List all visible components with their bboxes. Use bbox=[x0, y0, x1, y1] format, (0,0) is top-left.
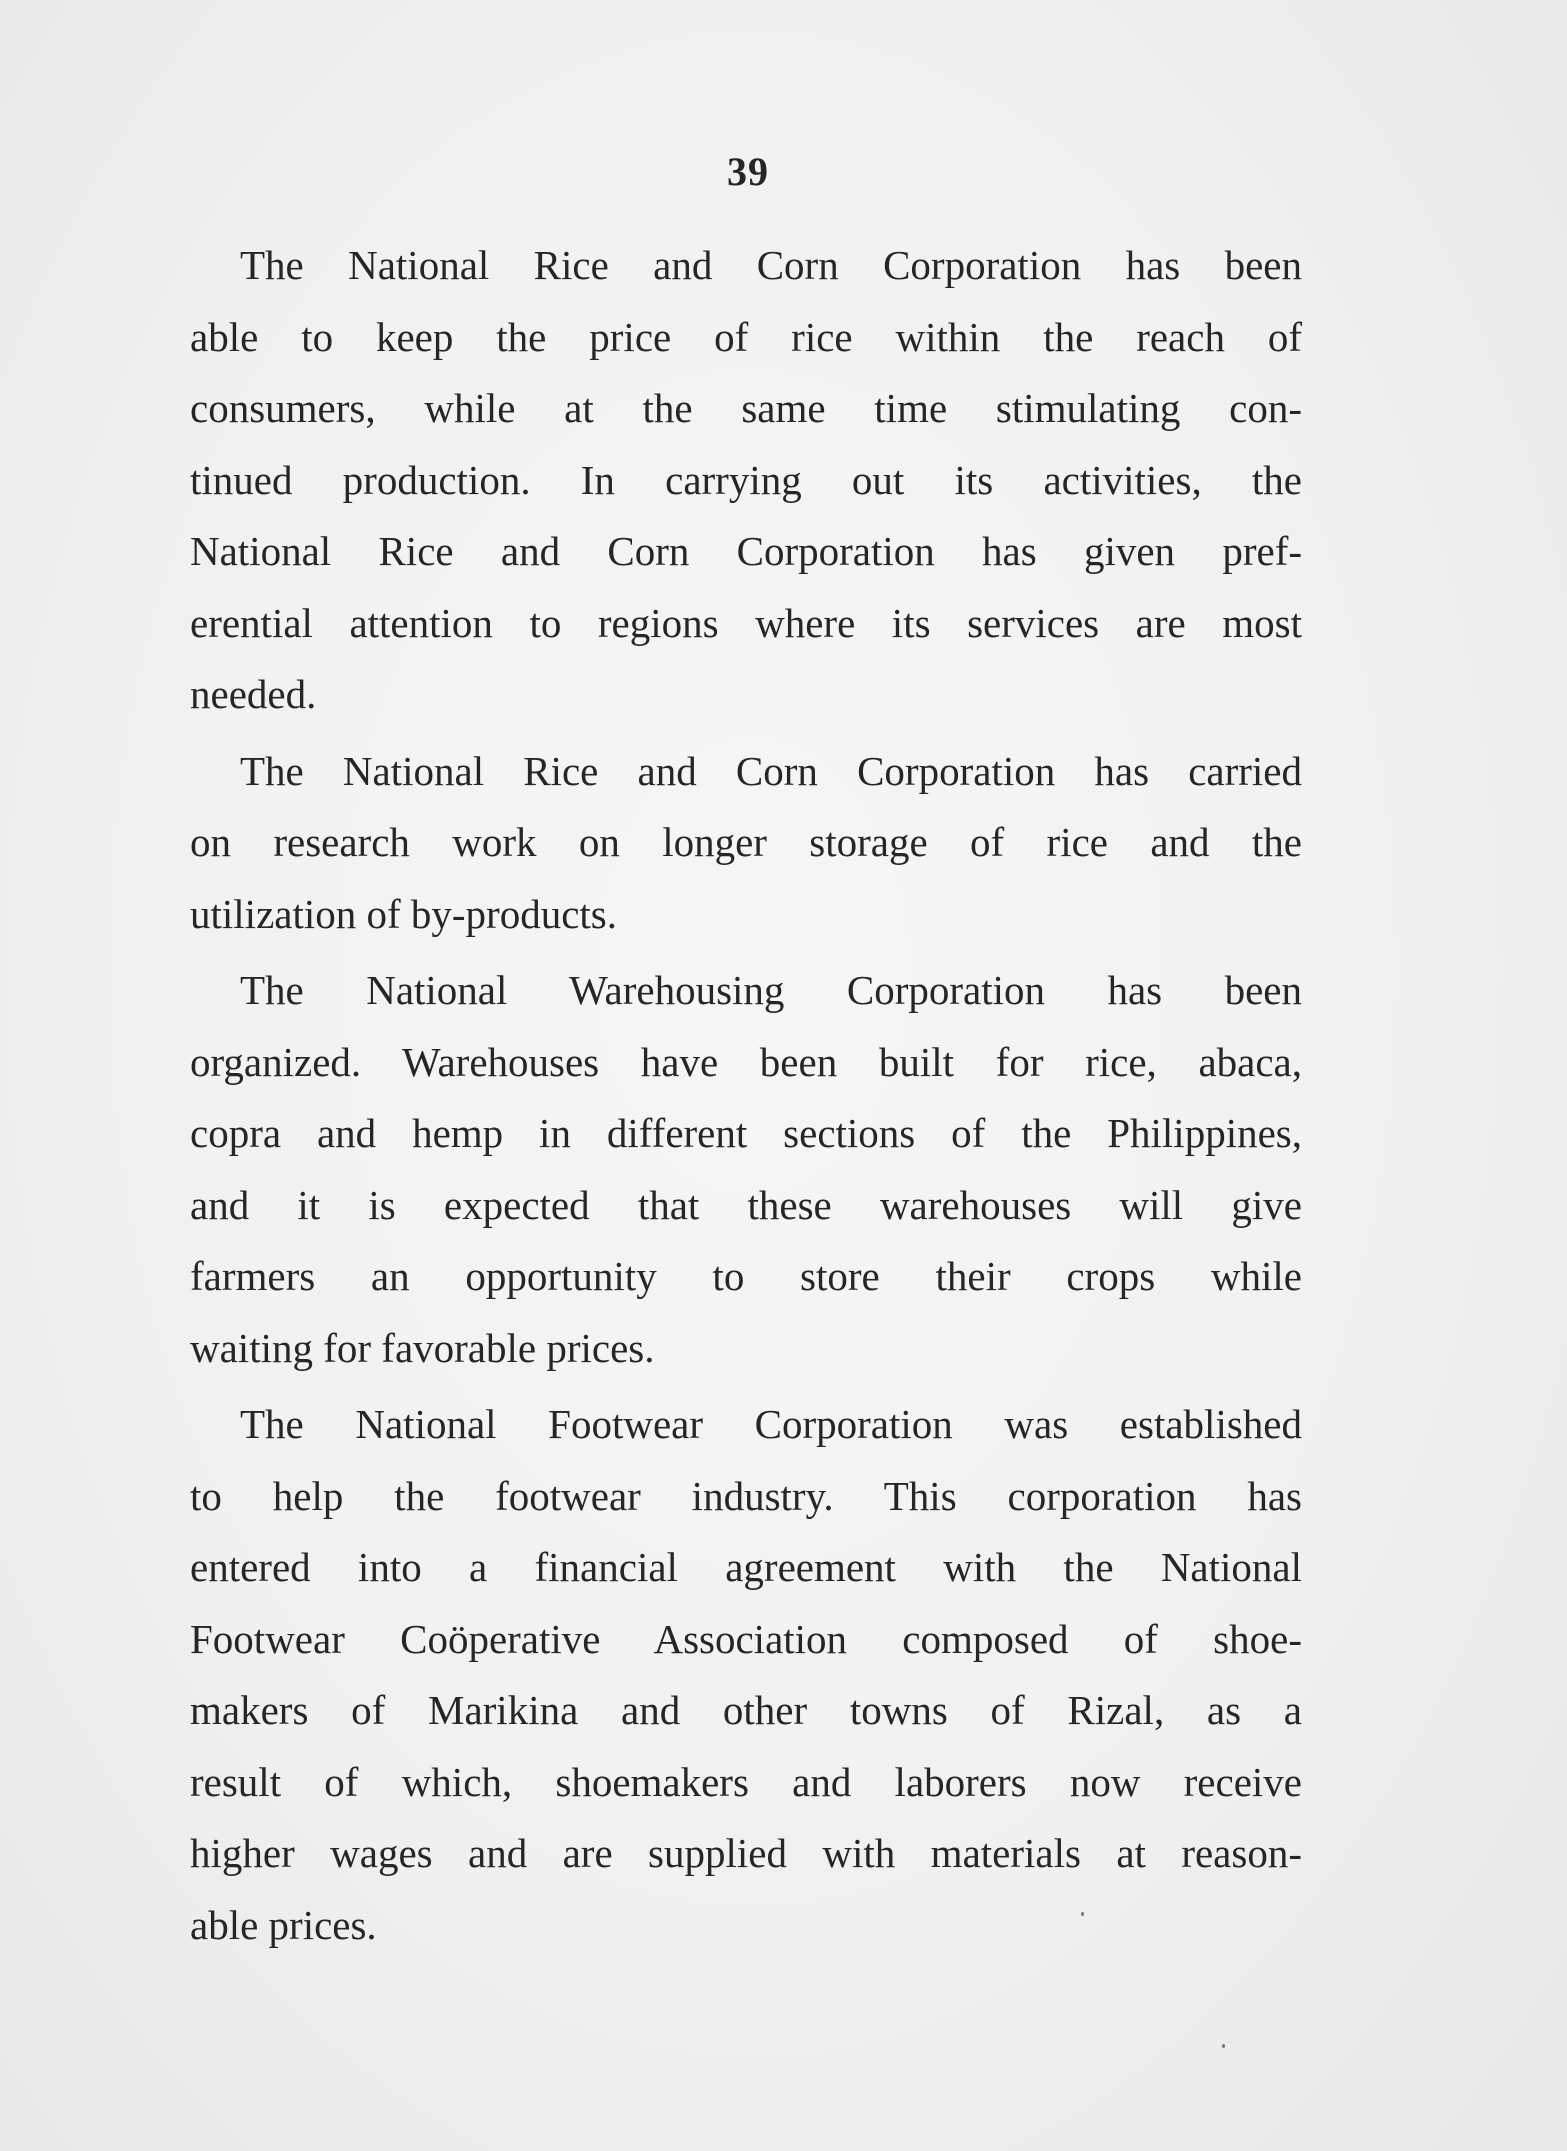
text-line: able to keep the price of rice within the reach of bbox=[190, 313, 1302, 360]
text-line: The National Rice and Corn Corporation has carried bbox=[240, 747, 1302, 794]
paper-speck bbox=[1222, 2044, 1225, 2048]
text-line: makers of Marikina and other towns of Rizal, as a bbox=[190, 1687, 1302, 1733]
text-line: higher wages and are supplied with materials at reason- bbox=[190, 1830, 1302, 1876]
paper-speck bbox=[1081, 1912, 1084, 1916]
text-line: National Rice and Corn Corporation has given pref- bbox=[190, 528, 1302, 574]
text-line: utilization of by-products. bbox=[190, 890, 617, 937]
text-line: The National Warehousing Corporation has been bbox=[240, 967, 1302, 1013]
text-line: organized. Warehouses have been built for rice, abaca, bbox=[190, 1038, 1302, 1085]
text-line: erential attention to regions where its services are most bbox=[190, 599, 1302, 646]
paragraph-footwear bbox=[190, 1389, 1302, 1961]
text-line: consumers, while at the same time stimulating con- bbox=[190, 385, 1302, 431]
text-line: Footwear Coöperative Association composed of shoe- bbox=[190, 1615, 1302, 1662]
text-line: waiting for favorable prices. bbox=[190, 1324, 655, 1371]
text-line: The National Rice and Corn Corporation has been bbox=[240, 242, 1302, 288]
paragraph-rice-corn-prices bbox=[190, 230, 1302, 731]
text-line: to help the footwear industry. This corporation has bbox=[190, 1472, 1302, 1519]
text-line: needed. bbox=[190, 671, 317, 717]
text-line: and it is expected that these warehouses will give bbox=[190, 1181, 1302, 1228]
page-number: 39 bbox=[727, 149, 769, 194]
text-line: result of which, shoemakers and laborers now receive bbox=[190, 1758, 1302, 1805]
text-line: able prices. bbox=[190, 1901, 377, 1948]
body-text bbox=[190, 230, 1302, 1966]
paragraph-warehousing bbox=[190, 955, 1302, 1384]
text-line: entered into a financial agreement with the National bbox=[190, 1544, 1302, 1590]
text-line: copra and hemp in different sections of the Philippines, bbox=[190, 1110, 1302, 1156]
text-line: The National Footwear Corporation was established bbox=[240, 1401, 1302, 1447]
text-line: on research work on longer storage of rice and the bbox=[190, 819, 1302, 865]
text-line: tinued production. In carrying out its activities, the bbox=[190, 456, 1302, 503]
paragraph-rice-corn-research bbox=[190, 736, 1302, 951]
text-line: farmers an opportunity to store their crops while bbox=[190, 1253, 1302, 1299]
